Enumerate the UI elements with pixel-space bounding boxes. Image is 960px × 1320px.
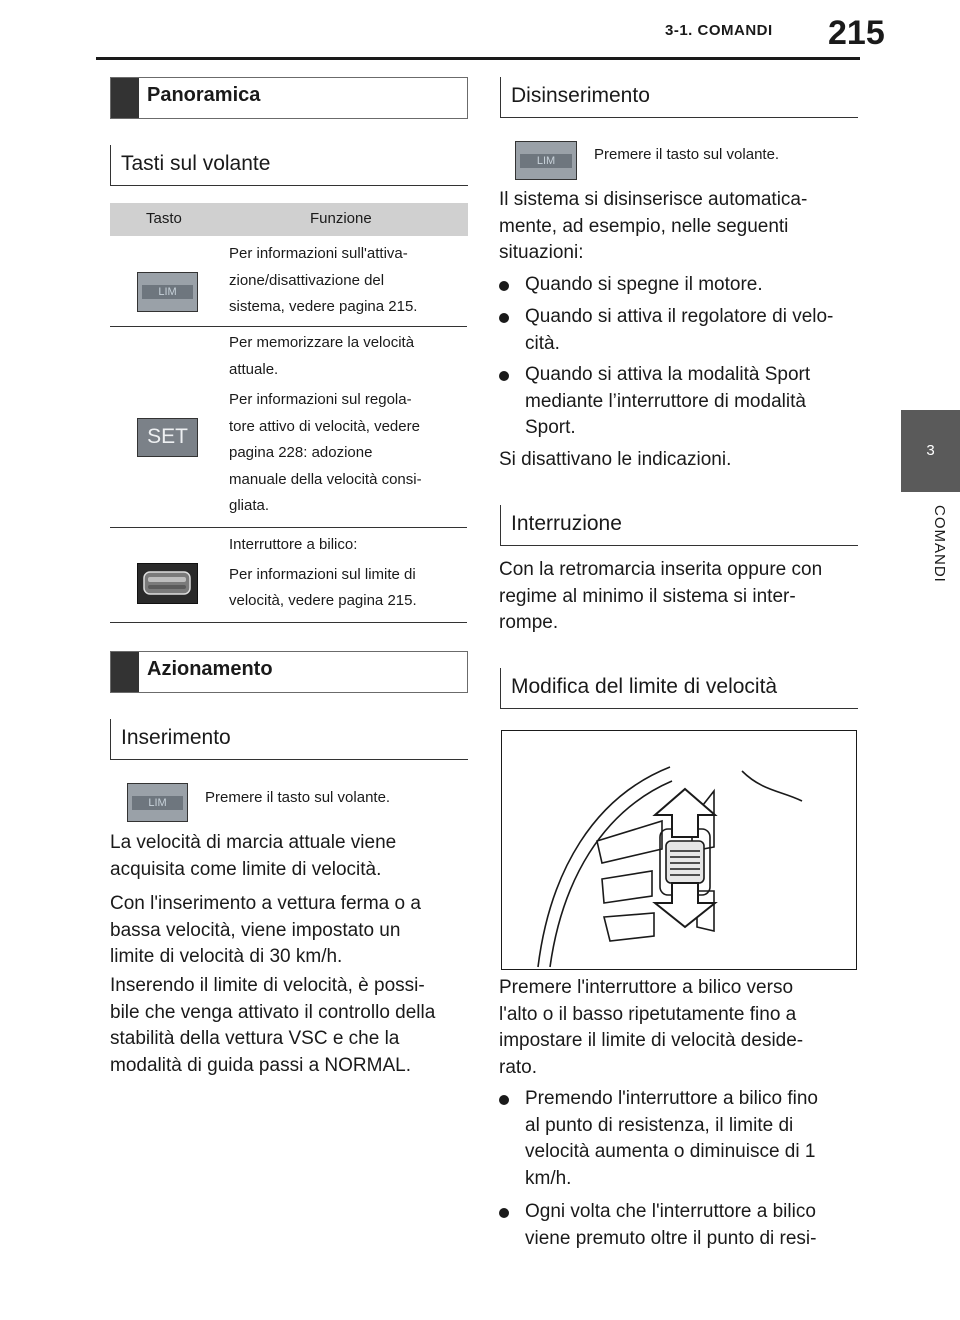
cell-line: zione/disattivazione del	[229, 271, 385, 289]
lim-key-label: LIM	[142, 285, 193, 299]
deactivation-instruction: Premere il tasto sul volante.	[594, 146, 780, 163]
text-line: velocità aumenta o diminuisce di 1	[525, 1141, 816, 1162]
text-line: rompe.	[499, 612, 559, 633]
text-line: limite di velocità di 30 km/h.	[110, 946, 343, 967]
lim-key-label: LIM	[132, 796, 183, 810]
table-bottom-rule	[110, 622, 467, 623]
text-line: bassa velocità, viene impostato un	[110, 919, 401, 941]
lim-key-image	[127, 783, 188, 822]
cell-line: pagina 228: adozione	[229, 444, 373, 461]
text-line: Quando si spegne il motore.	[525, 274, 763, 295]
cell-line: sistema, vedere pagina 215.	[229, 298, 418, 315]
cell-line: attuale.	[229, 360, 279, 378]
text-line: l'alto o il basso ripetutamente fino a	[499, 1003, 797, 1025]
bullet-dot	[499, 1095, 509, 1105]
list-item-text	[525, 1086, 818, 1192]
heading-interruption-text: Interruzione	[511, 512, 622, 535]
cell-line: Per memorizzare la velocità	[229, 334, 415, 351]
text-line: km/h.	[525, 1167, 572, 1189]
text-line: Sport.	[525, 417, 576, 438]
list-item	[499, 1199, 859, 1253]
rocker-switch-image	[137, 563, 198, 604]
text-line: situazioni:	[499, 242, 584, 263]
list-item	[499, 272, 859, 299]
heading-deactivation	[500, 77, 858, 118]
heading-modify-text: Modifica del limite di velocità	[511, 675, 778, 698]
text-line: modalità di guida passi a NORMAL.	[110, 1054, 411, 1076]
list-item-text	[525, 304, 833, 357]
text-line: viene premuto oltre il punto di resi-	[525, 1227, 817, 1249]
bullet-dot	[499, 313, 509, 323]
text-line: Con la retromarcia inserita oppure con	[499, 559, 823, 580]
set-key-image: SET	[137, 418, 198, 457]
text-line: Il sistema si disinserisce automatica-	[499, 189, 808, 210]
col-key-header: Tasto	[146, 210, 182, 227]
text-line: regime al minimo il sistema si inter-	[499, 585, 796, 607]
col-function-header: Funzione	[310, 210, 372, 227]
table-header	[110, 203, 468, 236]
activation-instruction: Premere il tasto sul volante.	[205, 789, 391, 806]
cell-line: manuale della velocità consi-	[229, 470, 422, 488]
lim-key-image	[137, 272, 198, 312]
text-line: Inserendo il limite di velocità, è possi-	[110, 975, 425, 996]
heading-keys	[110, 145, 468, 186]
heading-interruption	[500, 505, 858, 546]
cell-line: Interruttore a bilico:	[229, 536, 358, 553]
table-row-divider	[110, 326, 467, 327]
cell-line: tore attivo di velocità, vedere	[229, 417, 420, 435]
paragraph	[499, 975, 803, 1081]
cell-line: velocità, vedere pagina 215.	[229, 592, 417, 609]
heading-overview	[110, 77, 468, 119]
heading-overview-text: Panoramica	[147, 84, 261, 106]
list-item	[499, 1086, 859, 1196]
text-line: stabilità della vettura VSC e che la	[110, 1028, 400, 1049]
arrow-down-icon	[655, 883, 715, 927]
text-line: Quando si attiva la modalità Sport	[525, 364, 811, 385]
paragraph: Si disattivano le indicazioni.	[499, 449, 732, 470]
cell-line: Per informazioni sul regola-	[229, 391, 412, 408]
cell-line: Per informazioni sul limite di	[229, 565, 416, 583]
text-line: impostare il limite di velocità deside-	[499, 1030, 804, 1051]
text-line: Con l'inserimento a vettura ferma o a	[110, 893, 421, 914]
paragraph	[110, 830, 396, 883]
page-number: 215	[828, 14, 885, 52]
text-line: al punto di resistenza, il limite di	[525, 1114, 794, 1136]
list-item	[499, 362, 859, 442]
heading-activation	[110, 719, 468, 760]
steering-wheel-diagram	[501, 730, 857, 970]
heading-keys-text: Tasti sul volante	[121, 152, 271, 175]
list-item	[499, 304, 859, 358]
heading-deactivation-text: Disinserimento	[511, 84, 650, 107]
table-cell-function	[229, 241, 417, 321]
text-line: cità.	[525, 332, 560, 354]
text-line: Quando si attiva il regolatore di velo-	[525, 306, 834, 327]
text-line: La velocità di marcia attuale viene	[110, 832, 397, 853]
table-cell-function	[229, 532, 417, 615]
list-item-text	[525, 1199, 816, 1252]
table-row-divider	[110, 527, 467, 528]
text-line: rato.	[499, 1056, 538, 1078]
bullet-dot	[499, 1208, 509, 1218]
heading-operation-text: Azionamento	[147, 658, 273, 680]
text-line: acquisita come limite di velocità.	[110, 858, 382, 880]
text-line: bile che venga attivato il controllo della	[110, 1001, 436, 1023]
text-line: Premendo l'interruttore a bilico fino	[525, 1088, 818, 1109]
steering-wheel-switch-illustration	[502, 731, 856, 969]
heading-activation-text: Inserimento	[121, 726, 231, 749]
chapter-label: COMANDI	[931, 505, 948, 583]
heading-bar	[111, 652, 139, 692]
paragraph	[110, 891, 421, 971]
bullet-dot	[499, 281, 509, 291]
bullet-dot	[499, 371, 509, 381]
paragraph	[499, 187, 807, 267]
lim-key-label: LIM	[520, 154, 572, 168]
cell-line: Per informazioni sull'attiva-	[229, 245, 408, 262]
heading-modify	[500, 668, 858, 709]
rocker-switch-icon	[138, 564, 197, 603]
text-line: mediante l’interruttore di modalità	[525, 390, 806, 412]
list-item-text	[525, 362, 810, 442]
text-line: Ogni volta che l'interruttore a bilico	[525, 1201, 816, 1222]
cell-line: gliata.	[229, 497, 270, 514]
paragraph	[499, 557, 822, 637]
heading-bar	[111, 78, 139, 118]
paragraph	[110, 973, 435, 1079]
lim-key-image	[515, 141, 577, 180]
chapter-tab: 3	[901, 410, 960, 492]
section-title: 3-1. COMANDI	[665, 22, 773, 39]
heading-operation	[110, 651, 468, 693]
text-line: mente, ad esempio, nelle seguenti	[499, 215, 789, 237]
text-line: Premere l'interruttore a bilico verso	[499, 977, 794, 998]
header-rule	[96, 57, 860, 60]
table-cell-function	[229, 330, 422, 520]
list-item-text	[525, 272, 763, 299]
